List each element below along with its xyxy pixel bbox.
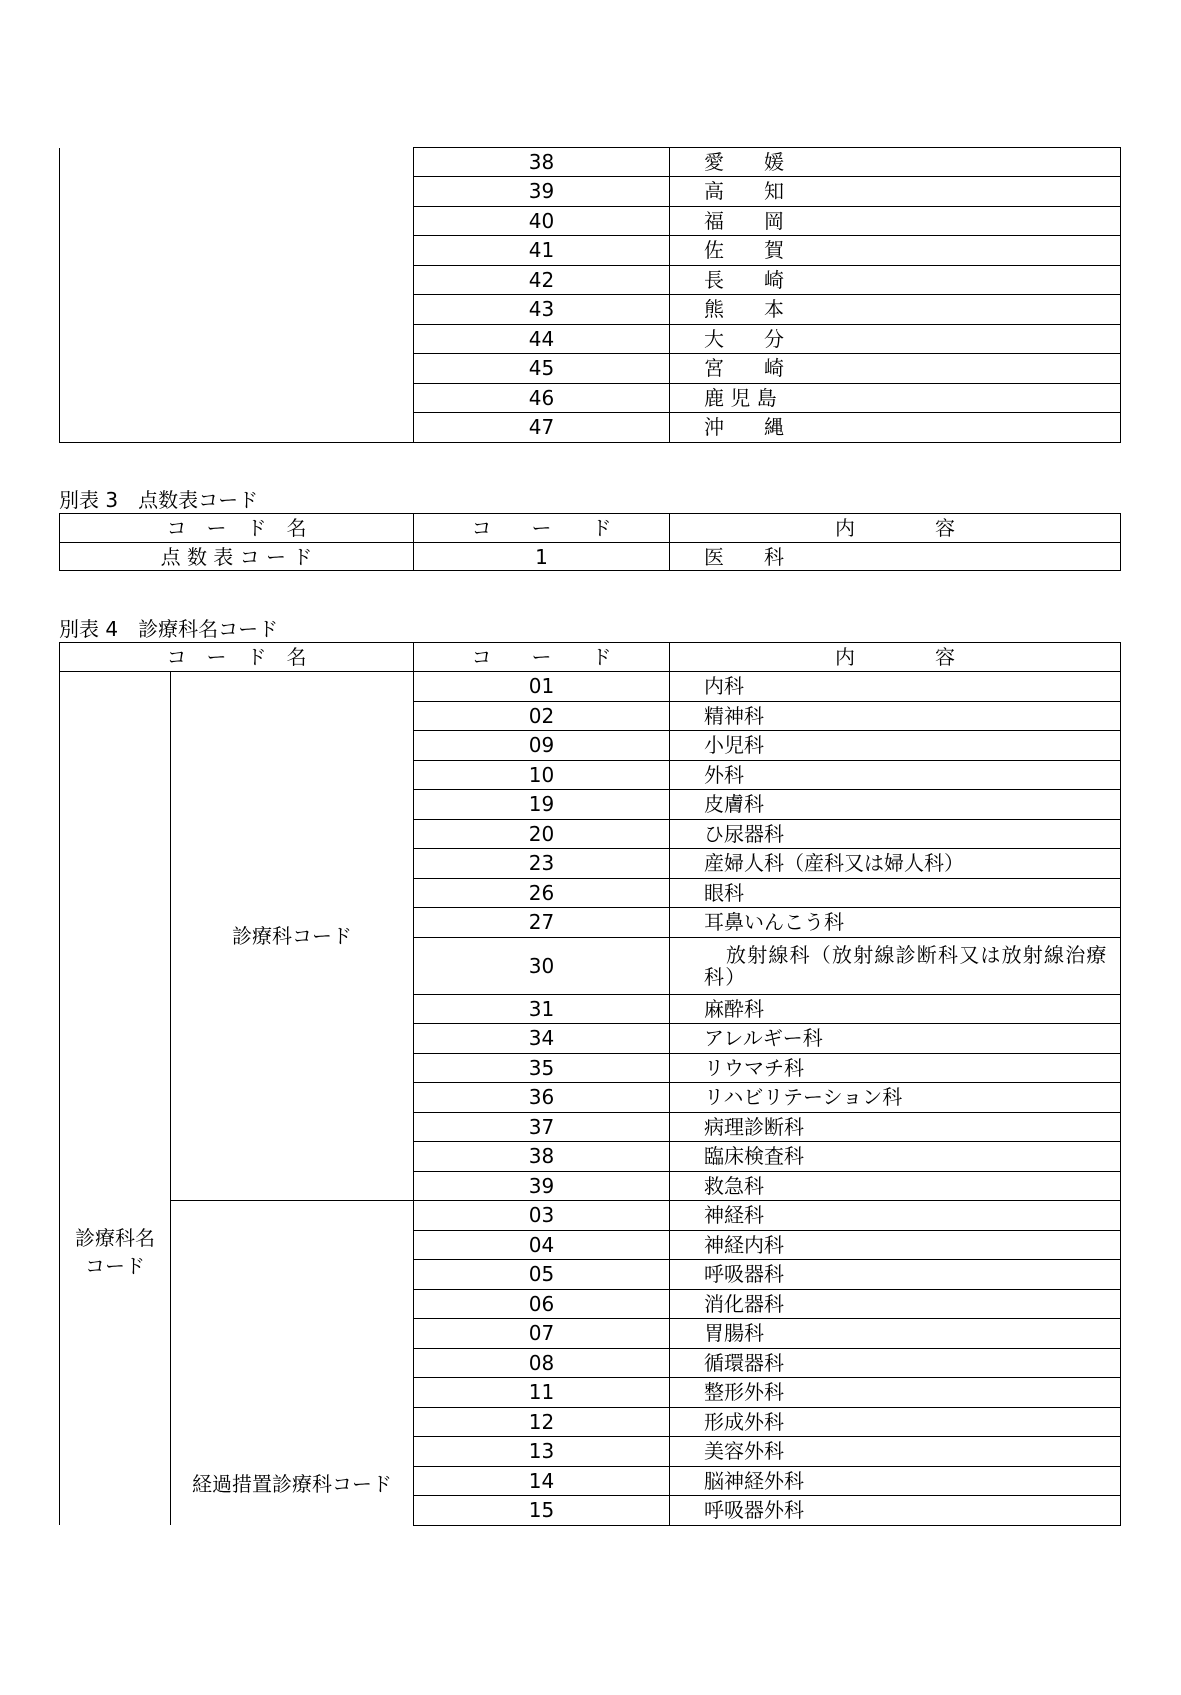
prefecture-code: 39: [414, 177, 670, 207]
department-name: 救急科: [670, 1171, 1121, 1201]
department-code: 09: [414, 731, 670, 761]
department-name: 整形外科: [670, 1378, 1121, 1408]
prefecture-code: 38: [414, 148, 670, 177]
department-code: 14: [414, 1466, 670, 1496]
prefecture-code: 47: [414, 413, 670, 443]
department-code: 36: [414, 1083, 670, 1113]
department-name: 小児科: [670, 731, 1121, 761]
prefecture-code: 41: [414, 236, 670, 266]
department-name: 病理診断科: [670, 1112, 1121, 1142]
prefecture-name: 長 崎: [670, 265, 1121, 295]
department-name: 美容外科: [670, 1437, 1121, 1467]
department-code: 10: [414, 760, 670, 790]
department-code: 04: [414, 1230, 670, 1260]
department-code: 20: [414, 819, 670, 849]
department-name: 脳神経外科: [670, 1466, 1121, 1496]
department-code: 23: [414, 849, 670, 879]
prefecture-name: 宮 崎: [670, 354, 1121, 384]
department-name: 外科: [670, 760, 1121, 790]
prefecture-code: 45: [414, 354, 670, 384]
table3-code: 1: [414, 543, 670, 571]
department-name: リハビリテーション科: [670, 1083, 1121, 1113]
department-name: 消化器科: [670, 1289, 1121, 1319]
department-name: アレルギー科: [670, 1024, 1121, 1054]
department-name: 神経科: [670, 1201, 1121, 1231]
department-code: 35: [414, 1053, 670, 1083]
department-group-label: 診療科名 コード: [60, 672, 171, 1526]
department-name: 循環器科: [670, 1348, 1121, 1378]
department-code-table: [59, 642, 1121, 1526]
header-content: 内 容: [670, 514, 1121, 543]
department-name: 眼科: [670, 878, 1121, 908]
department-name: ひ尿器科: [670, 819, 1121, 849]
table3-caption: 別表 3 点数表コード: [59, 488, 259, 512]
prefecture-name: 鹿 児 島: [670, 383, 1121, 413]
table3-code-name: 点 数 表 コ ー ド: [60, 543, 414, 571]
header-code: コ ー ド: [414, 643, 670, 672]
department-name: 呼吸器外科: [670, 1496, 1121, 1526]
table4-caption: 別表 4 診療科名コード: [59, 617, 279, 641]
prefecture-code: 46: [414, 383, 670, 413]
department-name: 精神科: [670, 701, 1121, 731]
department-name: 形成外科: [670, 1407, 1121, 1437]
department-code: 02: [414, 701, 670, 731]
department-code: 27: [414, 908, 670, 938]
department-name: 胃腸科: [670, 1319, 1121, 1349]
department-code: 15: [414, 1496, 670, 1526]
department-name: 皮膚科: [670, 790, 1121, 820]
department-name: 放射線科（放射線診断科又は放射線治療科）: [670, 937, 1121, 994]
department-name: 耳鼻いんこう科: [670, 908, 1121, 938]
section-label: 診療科コード: [171, 672, 414, 1201]
department-code: 12: [414, 1407, 670, 1437]
department-code: 07: [414, 1319, 670, 1349]
prefecture-code: 42: [414, 265, 670, 295]
prefecture-name: 大 分: [670, 324, 1121, 354]
department-code: 34: [414, 1024, 670, 1054]
department-code: 26: [414, 878, 670, 908]
department-code: 06: [414, 1289, 670, 1319]
department-code: 03: [414, 1201, 670, 1231]
prefecture-code: 44: [414, 324, 670, 354]
prefecture-code-table-continuation: [59, 147, 1121, 443]
section-label: 経過措置診療科コード: [171, 1201, 414, 1526]
header-content: 内 容: [670, 643, 1121, 672]
department-code: 01: [414, 672, 670, 702]
department-name: 臨床検査科: [670, 1142, 1121, 1172]
department-code: 08: [414, 1348, 670, 1378]
department-code: 39: [414, 1171, 670, 1201]
department-code: 30: [414, 937, 670, 994]
department-name: リウマチ科: [670, 1053, 1121, 1083]
header-code-name: コ ー ド 名: [60, 514, 414, 543]
prefecture-name: 愛 媛: [670, 148, 1121, 177]
department-name: 内科: [670, 672, 1121, 702]
department-code: 37: [414, 1112, 670, 1142]
prefecture-name: 高 知: [670, 177, 1121, 207]
header-code: コ ー ド: [414, 514, 670, 543]
department-name: 麻酔科: [670, 994, 1121, 1024]
prefecture-name: 熊 本: [670, 295, 1121, 325]
prefecture-name: 佐 賀: [670, 236, 1121, 266]
department-code: 38: [414, 1142, 670, 1172]
prefecture-code: 40: [414, 206, 670, 236]
prefecture-name: 福 岡: [670, 206, 1121, 236]
table3-content: 医 科: [670, 543, 1121, 571]
score-table-code-table: [59, 513, 1121, 571]
header-code-name: コ ー ド 名: [60, 643, 414, 672]
department-name: 神経内科: [670, 1230, 1121, 1260]
department-name: 産婦人科（産科又は婦人科）: [670, 849, 1121, 879]
department-code: 05: [414, 1260, 670, 1290]
prefecture-name: 沖 縄: [670, 413, 1121, 443]
department-code: 13: [414, 1437, 670, 1467]
prefecture-code: 43: [414, 295, 670, 325]
department-code: 19: [414, 790, 670, 820]
code-name-cell-continued: [60, 148, 414, 443]
department-code: 31: [414, 994, 670, 1024]
department-code: 11: [414, 1378, 670, 1408]
department-name: 呼吸器科: [670, 1260, 1121, 1290]
